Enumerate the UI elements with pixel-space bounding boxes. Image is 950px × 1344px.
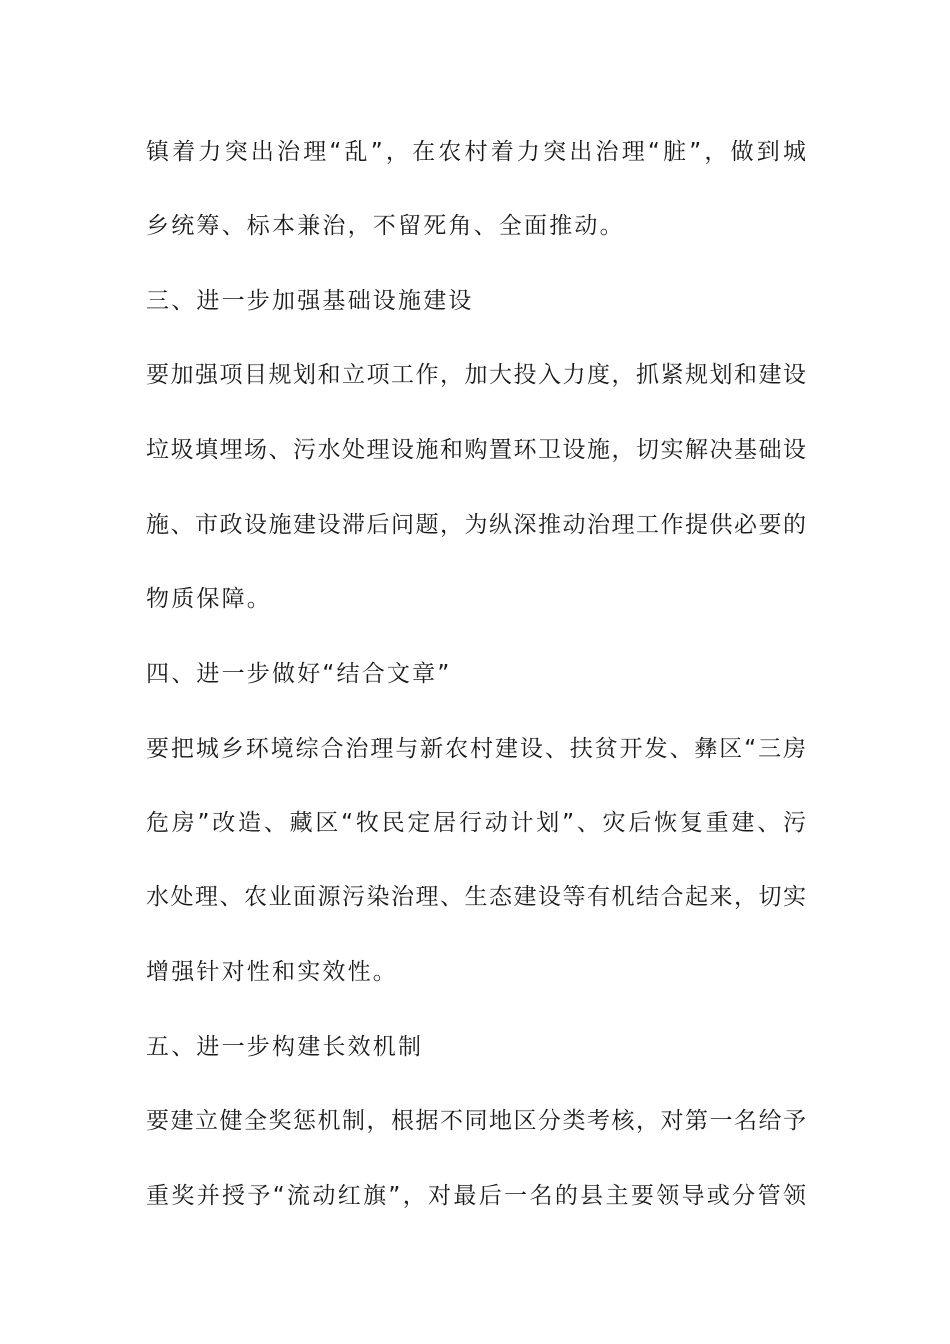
body-text-line: 要加强项目规划和立项工作，加大投入力度，抓紧规划和建设: [146, 362, 806, 388]
body-text-line: 垃圾填埋场、污水处理设施和购置环卫设施，切实解决基础设: [146, 437, 806, 463]
body-text-line: 要把城乡环境综合治理与新农村建设、扶贫开发、彝区“三房: [146, 736, 806, 762]
body-text-line: 重奖并授予“流动红旗”，对最后一名的县主要领导或分管领: [146, 1183, 806, 1209]
body-text-line: 危房”改造、藏区“牧民定居行动计划”、灾后恢复重建、污: [146, 810, 806, 836]
body-text-line: 施、市政设施建设滞后问题，为纵深推动治理工作提供必要的: [146, 512, 806, 538]
body-text-line: 水处理、农业面源污染治理、生态建设等有机结合起来，切实: [146, 884, 806, 910]
section-heading: 五、进一步构建长效机制: [146, 1034, 424, 1060]
section-heading: 三、进一步加强基础设施建设: [146, 288, 474, 314]
body-text-line: 物质保障。: [146, 586, 272, 612]
body-text-line: 乡统筹、标本兼治，不留死角、全面推动。: [146, 213, 625, 239]
body-text-line: 要建立健全奖惩机制，根据不同地区分类考核，对第一名给予: [146, 1108, 806, 1134]
body-text-line: 增强针对性和实效性。: [146, 959, 398, 985]
body-text-line: 镇着力突出治理“乱”，在农村着力突出治理“脏”，做到城: [146, 139, 806, 165]
section-heading: 四、进一步做好“结合文章”: [146, 661, 452, 687]
